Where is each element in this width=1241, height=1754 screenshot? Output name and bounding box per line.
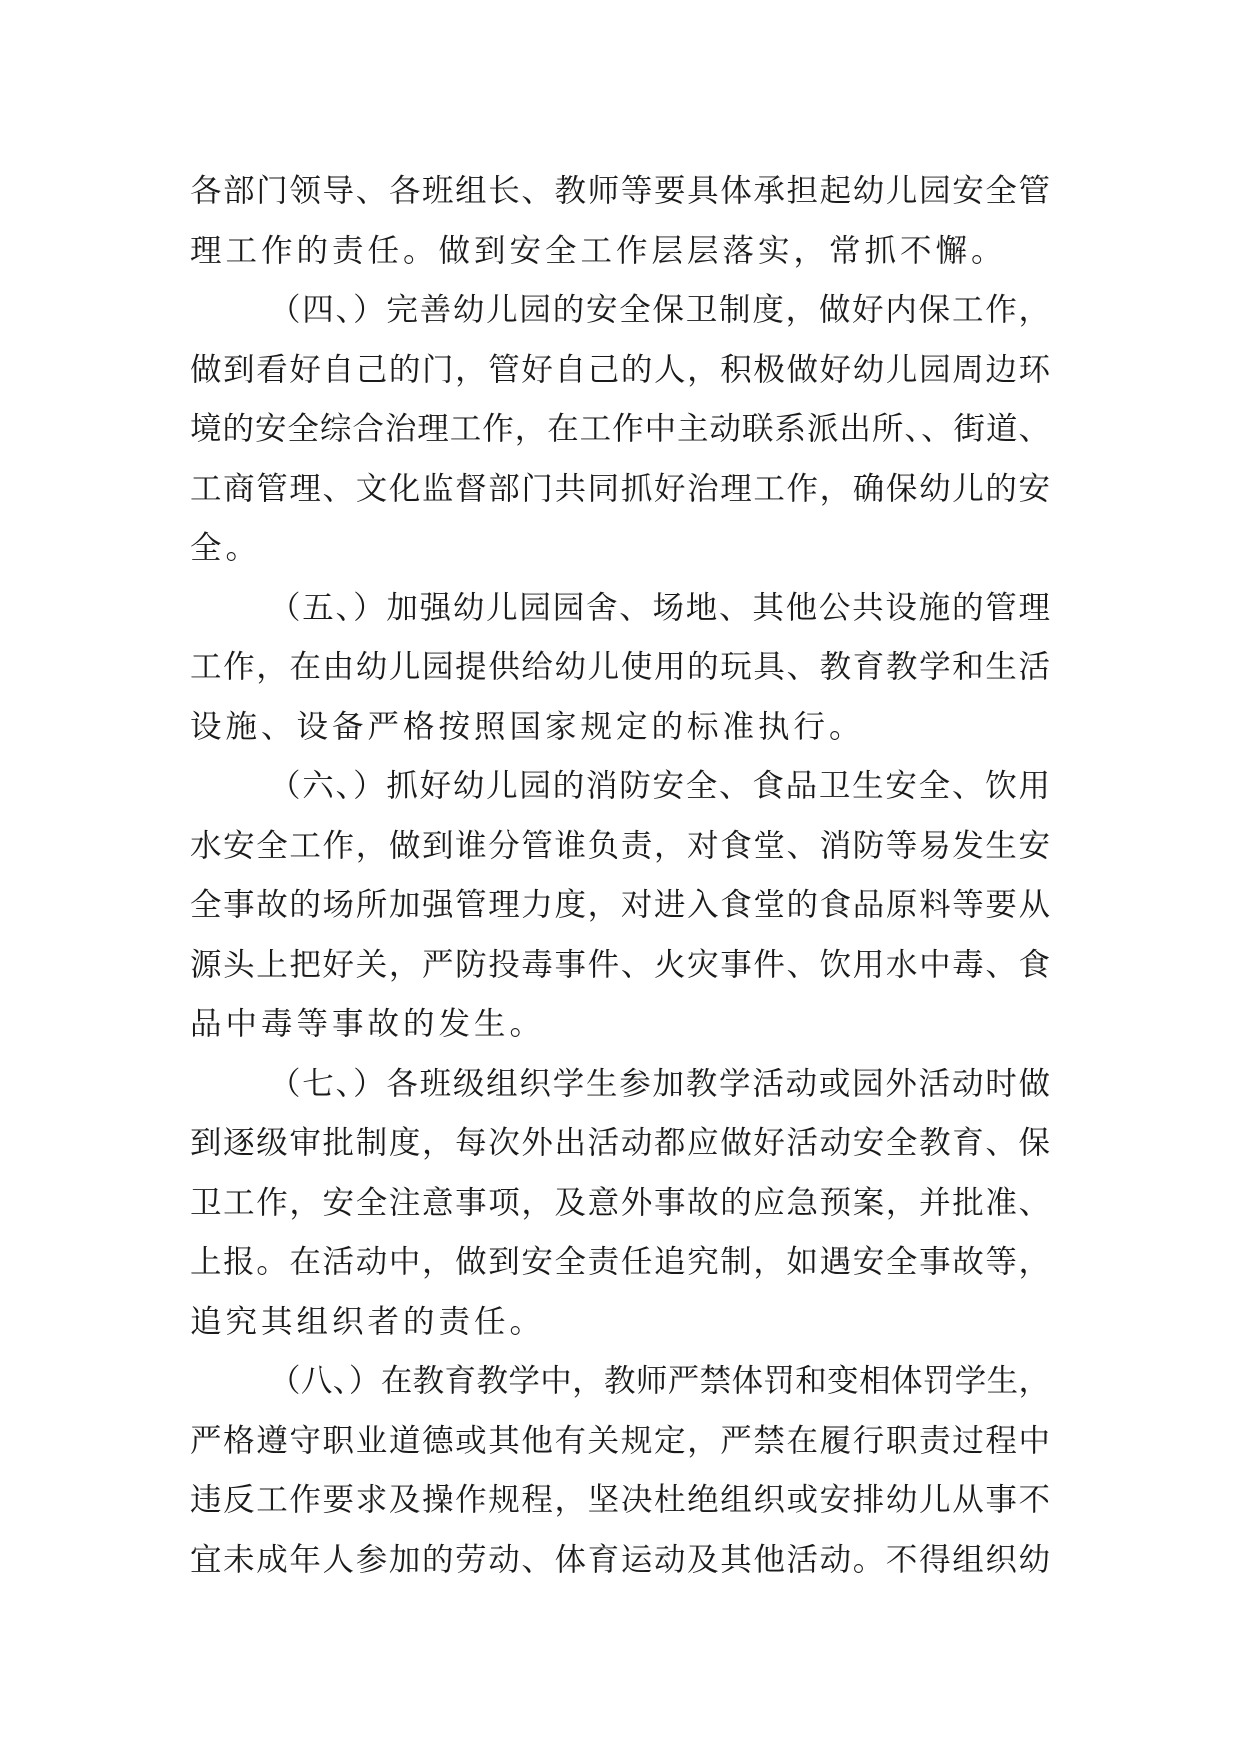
text-line: 到逐级审批制度，每次外出活动都应做好活动安全教育、保 (190, 1125, 1050, 1161)
text-line: 追究其组织者的责任。 (190, 1303, 546, 1340)
text-line: 理工作的责任。做到安全工作层层落实，常抓不懈。 (190, 232, 1007, 269)
text-line: 各部门领导、各班组长、教师等要具体承担起幼儿园安全管 (190, 173, 1050, 209)
text-line: 上报。在活动中，做到安全责任追究制，如遇安全事故等， (190, 1244, 1050, 1280)
text-line: 品中毒等事故的发生。 (190, 1006, 546, 1042)
paragraph-item-7 (190, 1055, 1050, 1353)
text-line: 全。 (190, 530, 262, 566)
text-line: 宜未成年人参加的劳动、体育运动及其他活动。不得组织幼 (190, 1541, 1050, 1578)
text-line: 设施、设备严格按照国家规定的标准执行。 (190, 708, 865, 745)
text-line: 源头上把好关，严防投毒事件、火灾事件、饮用水中毒、食 (190, 946, 1050, 983)
paragraph-item-6 (190, 757, 1050, 1055)
document-body (190, 162, 1050, 1590)
text-line: 做到看好自己的门，管好自己的人，积极做好幼儿园周边环 (190, 351, 1050, 388)
text-line: 境的安全综合治理工作，在工作中主动联系派出所、、街道、 (190, 411, 1050, 447)
text-line: （六、）抓好幼儿园的消防安全、食品卫生安全、饮用 (269, 768, 1050, 804)
text-line: 工商管理、文化监督部门共同抓好治理工作，确保幼儿的安 (190, 470, 1050, 507)
paragraph-item-4 (190, 281, 1050, 579)
paragraph-responsibility (190, 162, 1050, 281)
text-line: 卫工作，安全注意事项，及意外事故的应急预案，并批准、 (190, 1184, 1050, 1221)
text-line: 违反工作要求及操作规程，坚决杜绝组织或安排幼儿从事不 (190, 1482, 1050, 1518)
text-line: （八、）在教育教学中，教师严禁体罚和变相体罚学生， (269, 1363, 1050, 1399)
paragraph-item-5 (190, 579, 1050, 758)
text-line: （四、）完善幼儿园的安全保卫制度，做好内保工作， (269, 292, 1050, 328)
text-line: 全事故的场所加强管理力度，对进入食堂的食品原料等要从 (190, 887, 1050, 923)
text-line: 严格遵守职业道德或其他有关规定，严禁在履行职责过程中 (190, 1422, 1050, 1459)
text-line: 工作，在由幼儿园提供给幼儿使用的玩具、教育教学和生活 (190, 649, 1050, 685)
paragraph-item-8 (190, 1352, 1050, 1590)
text-line: 水安全工作，做到谁分管谁负责，对食堂、消防等易发生安 (190, 827, 1050, 864)
text-line: （七、）各班级组织学生参加教学活动或园外活动时做 (269, 1065, 1050, 1102)
text-line: （五、）加强幼儿园园舍、场地、其他公共设施的管理 (269, 589, 1050, 626)
